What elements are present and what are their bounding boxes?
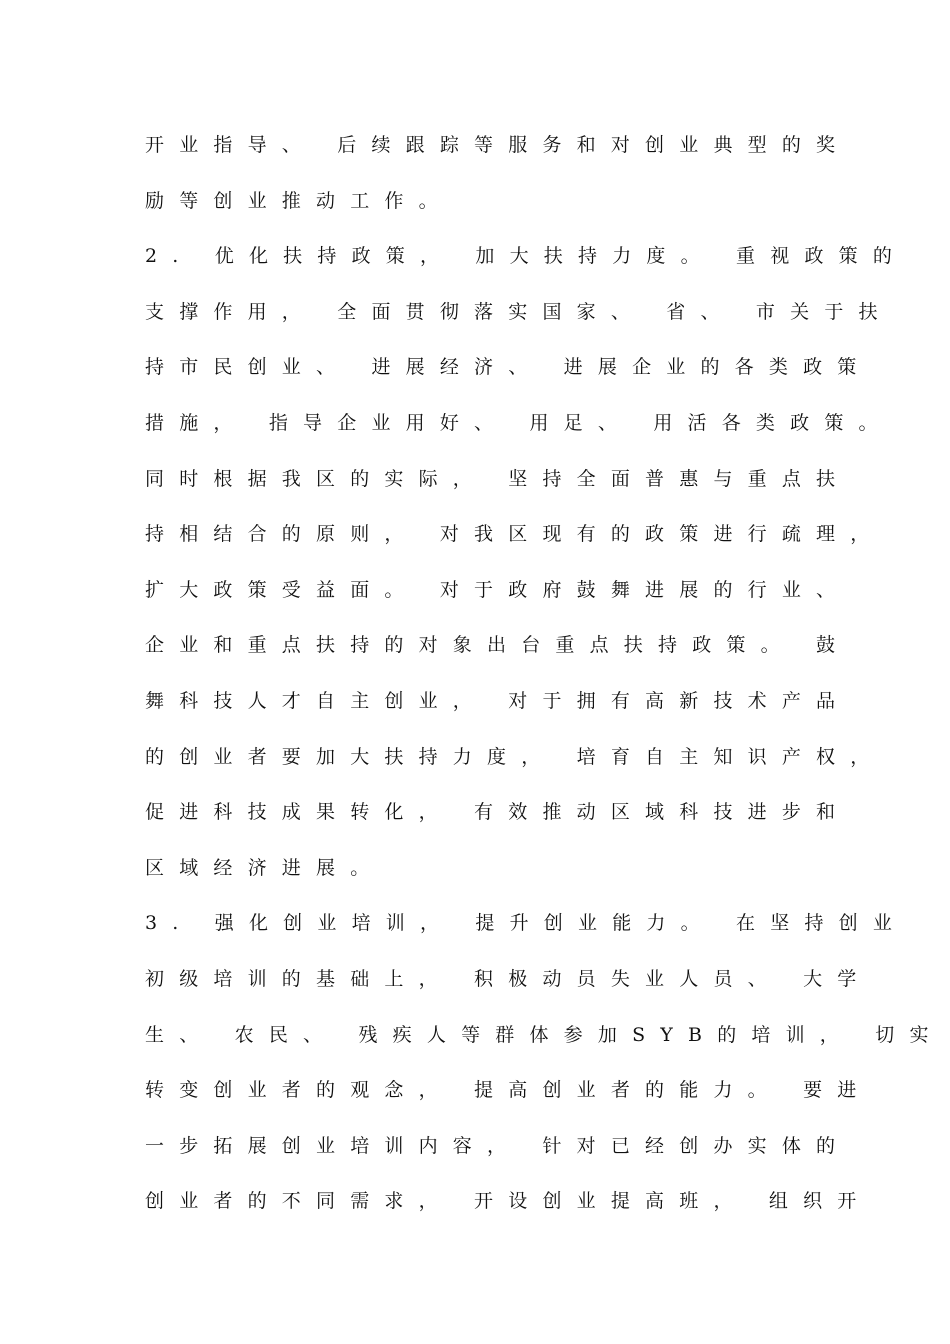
text-line: 持相结合的原则， 对我区现有的政策进行疏理，: [145, 523, 885, 546]
text-line: 初级培训的基础上， 积极动员失业人员、 大学: [145, 967, 872, 990]
text-line: 3. 强化创业培训， 提升创业能力。 在坚持创业: [145, 912, 908, 935]
text-line: 企业和重点扶持的对象出台重点扶持政策。 鼓: [145, 634, 851, 657]
text-line: 措施， 指导企业用好、 用足、 用活各类政策。: [145, 411, 893, 434]
text-line: 生、 农民、 残疾人等群体参加SYB的培训， 切实: [145, 1023, 944, 1046]
text-line: 同时根据我区的实际， 坚持全面普惠与重点扶: [145, 467, 851, 490]
text-line: 扩大政策受益面。 对于政府鼓舞进展的行业、: [145, 578, 851, 601]
text-line: 创业者的不同需求， 开设创业提高班， 组织开: [145, 1190, 872, 1213]
text-line: 励等创业推动工作。: [145, 189, 453, 212]
text-line: 持市民创业、 进展经济、 进展企业的各类政策: [145, 356, 872, 379]
text-line: 支撑作用， 全面贯彻落实国家、 省、 市关于扶: [145, 300, 893, 323]
text-line: 开业指导、 后续跟踪等服务和对创业典型的奖: [145, 134, 851, 156]
text-line: 区域经济进展。: [145, 856, 385, 879]
body-text: [145, 126, 944, 1238]
text-line: 转变创业者的观念， 提高创业者的能力。 要进: [145, 1079, 872, 1102]
text-line: 舞科技人才自主创业， 对于拥有高新技术产品: [145, 689, 851, 712]
text-line: 一步拓展创业培训内容， 针对已经创办实体的: [145, 1134, 851, 1157]
text-line: 2. 优化扶持政策， 加大扶持力度。 重视政策的: [145, 245, 908, 268]
text-line: 的创业者要加大扶持力度， 培育自主知识产权，: [145, 745, 885, 768]
text-line: 促进科技成果转化， 有效推动区域科技进步和: [145, 801, 851, 824]
